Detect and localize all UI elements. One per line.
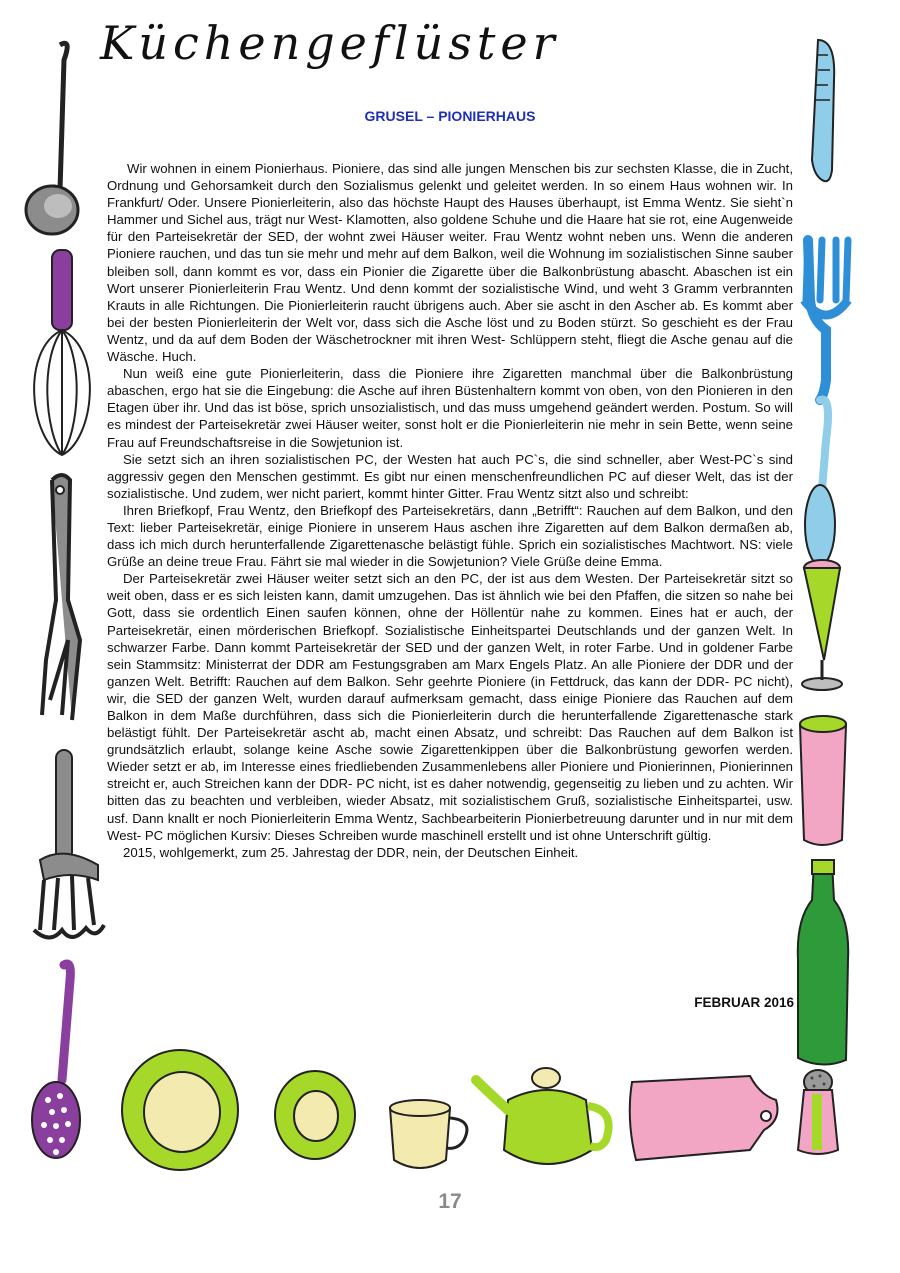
whisk-icon <box>34 250 90 455</box>
masthead-title: Küchengeflüster <box>100 16 560 70</box>
saucer-icon <box>275 1071 355 1159</box>
paragraph-6: 2015, wohlgemerkt, zum 25. Jahrestag der DDR, nein, der Deutschen Einheit. <box>123 844 579 860</box>
teapot-icon <box>476 1068 609 1164</box>
article-title: GRUSEL – PIONIERHAUS <box>364 108 536 124</box>
page-number: 17 <box>438 1190 462 1213</box>
issue-date: FEBRUAR 2016 <box>694 995 794 1010</box>
skimmer-icon <box>32 964 80 1158</box>
plate-icon <box>122 1050 238 1170</box>
paragraph-3: Sie setzt sich an ihren sozialistischen PC, der Westen hat auch PC`s, die sind schneller, aber West-PC`s sind aggressiv gegen den Menschen gestimmt. Es gibt nur einen menschenfreundlichen PC auf dieser Welt, das ist der sozialistische. Und zudem, wer nicht pariert, kommt hinter Gitter. Frau Wentz sitzt also und schreibt: <box>107 451 793 501</box>
ladle-icon <box>26 43 78 234</box>
paragraph-4: Ihren Briefkopf, Frau Wentz, den Briefkopf des Parteisekretärs, dann „Betrifft“: Rauchen auf dem Balkon, und den Text: lieber Parteisekretär, einige Pioniere in unserem Haus aschen ihre Zigaretten auf dem Balkon dermaßen ab, dass ich mich durch herunterfallende Zigarettenasche belästigt fühle. Sprich ein sozialistisches Machtwort. NS: viele Grüße an deine treue Frau. Fährt sie mal wieder in die Sowjetunion? Viele Grüße deine Emma. <box>107 502 793 570</box>
spoon-icon <box>805 400 835 566</box>
paragraph-2: Nun weiß eine gute Pionierleiterin, dass die Pioniere ihre Zigaretten manchmal über die Balkonbrüstung abaschen, ergo hat sie die Eingebung: die Asche auf ihren Büstenhaltern kommt von oben, von den Pionieren in den Etagen über ihr. Und das ist böse, sprich unsozialistisch, und das muss umgehend geändert werden. Postum. So will es mindest der Parteisekretär zwei Häuser weiter, sonst holt er die Pionierleiterin nie mehr in sein Bette, wenn seine Frau auf Freundschaftsreise in die Sowjetunion ist. <box>107 366 793 450</box>
paragraph-5: Der Parteisekretär zwei Häuser weiter setzt sich an den PC, der ist aus dem Westen. Der Parteisekretär sitzt so weit oben, dass er es sich leisten kann, damit umzugehen. Das ist ähnlich wie bei den Pfaffen, die sitzen so nahe bei Gott, dass sie ordentlich Einen saufen können, ohne der Höllentür nahe zu kommen. Eines hat er auch, der Parteisekretär, einen mörderischen Briefkopf. Sozialistische Einheitspartei Deutschlands und der ganzen Welt. In schwarzer Farbe. Dann kommt Parteisekretär der SED und der ganzen Welt, in roter Farbe. Und in goldener Farbe sein Stammsitz: Ministerrat der DDR am Festungsgraben am Marx Engels Platz. An alle Pioniere der DDR und der ganzen Welt. Betrifft: Rauchen auf dem Balkon. Sehr geehrte Pioniere (in Fettdruck, das kann der DDR- PC nicht), wir, die SED der ganzen Welt, wurden darauf aufmerksam gemacht, dass einige Pioniere das Rauchen auf dem Balkon in dem Maße durchführen, dass sich die Pionierleiterin durch die herunterfallende Zigarettenasche stark belästigt fühlt. Der Parteisekretär ascht ab, macht einen Absatz, und schreibt: Das Rauchen auf dem Balkon ist grundsätzlich erlaubt, solange keine Asche sowie Zigarettenkippen über die Balkonbrüstung geworfen werden. Wieder setzt er ab, im Interesse eines friedliebenden Zusammenlebens aller Pioniere und Pionierinnen, Pionierinnen streicht er, auch Streichen kann der DDR- PC nicht, ist es daher notwendig, gegenseitig zu lieben und zu achten. Wir bitten das zu beachten und verbleiben, wieder Absatz, mit sozialistischem Gruß, sozialistische Einheitspartei, usw. usf. Dann knallt er noch Pionierleiterin Emma Wentz, Sachbearbeiterin Pionierbetreuung darunter und in nur mit dem West- PC möglichen Kursiv: Dieses Schreiben wurde maschinell erstellt und ist ohne Unterschrift gültig. <box>107 571 793 843</box>
fork-icon <box>42 475 80 720</box>
big-fork-icon <box>804 240 848 400</box>
bottle-icon <box>798 860 848 1065</box>
article-body <box>107 160 793 861</box>
wine-glass-icon <box>802 560 842 690</box>
tumbler-icon <box>800 716 846 845</box>
salt-shaker-icon <box>798 1070 838 1154</box>
cup-icon <box>390 1100 467 1168</box>
paragraph-1: Wir wohnen in einem Pionierhaus. Pioniere, das sind alle jungen Menschen bis zur sechsten Klasse, die in Zucht, Ordnung und Gehorsamkeit durch den Sozialismus gelenkt und geleitet werden. In so einem Haus wohnen wir. In Frankfurt/ Oder. Unsere Pionierleiterin, also das höchste Haupt des Hauses überhaupt, ist Emma Wentz. Sie sieht`n Hammer und Sichel aus, trägt nur West- Klamotten, also goldene Schuhe und die Haare hat sie rot, eine Augenweide für den Parteisekretär der SED, der wohnt zwei Häuser weiter. Frau Wentz wohnt neben uns. Wenn die anderen Pioniere rauchen, und das tun sie mehr und mehr auf dem Balkon, weil die Wohnung im sozialistischen Sinne sauber bleiben soll, dann kommt es vor, dass ein Pionier die Zigarette über die Balkonbrüstung abascht. Abaschen ist ein Wort unserer Pionierleiterin Frau Wentz. Und denn kommt der sozialistische Wind, und weht 3 Gramm verbrannten Krauts in alle Richtungen. Die Pionierleiterin raucht übrigens auch. Aber sie ascht in den Ascher ab. Es kommt aber bei der besten Pionierleiterin der Welt vor, dass sich die Asche löst und zu Boden stürzt. So geschieht es der Frau Wentz, und da auf dem Boden der Wäschetrockner mit ihren West- Schlüppern steht, fliegt die Asche genau auf die Wäsche. Huch. <box>107 161 793 365</box>
cutting-board-icon <box>630 1076 778 1160</box>
potato-masher-icon <box>34 750 104 938</box>
